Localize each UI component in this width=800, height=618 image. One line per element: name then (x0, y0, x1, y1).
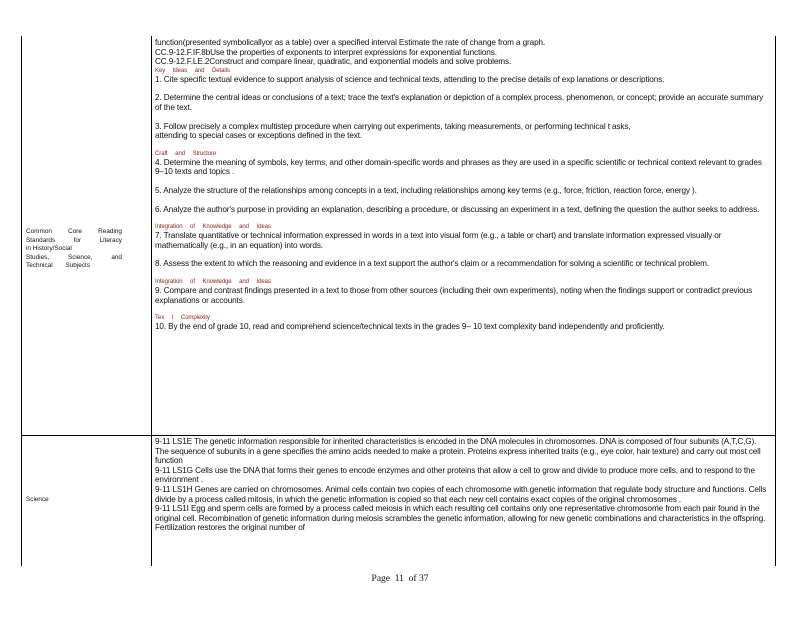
paragraph-gap (155, 196, 771, 205)
standard-text: 2. Determine the central ideas or conclusions of a text; trace the text's explanation or depiction of a complex process, phenomenon, or concept; provide an accurate summary of the text. (155, 93, 764, 112)
label-line: Standards for Literacy (26, 236, 122, 244)
page-footer (0, 574, 800, 584)
row-label-science: Science (26, 496, 49, 503)
standard-text: 9. Compare and contrast findings presented in a text to those from other sources (including their own experiments), noting when the findings support or contradict previous explanations or accounts. (155, 285, 753, 305)
label-line: Common Core Reading (26, 228, 122, 235)
page-number: 11 (394, 574, 404, 584)
paragraph-gap (155, 141, 771, 150)
section-heading: Craft and Structure (155, 149, 217, 157)
paragraph-gap (155, 305, 771, 314)
paragraph-gap (155, 113, 771, 122)
standard-text: 9-11 LS1H Genes are carried on chromosomes. Animal cells contain two copies of each chromosome with genetic information that regulate body structure and functions. Cells divide by a process called mitosis, in which the genetic information is copied so that each new cell contains exact copies of the original chromosomes . (155, 484, 767, 504)
standard-text: 9-11 LS1I Egg and sperm cells are formed by a process called meiosis in which each resulting cell contains only one representative chromosome from each pair found in the original cell. Recombination of genetic information during meiosis scrambles the genetic information, allowing for new genetic combinations and characteristics in the offspring. Fertilization restores the original number of (155, 504, 766, 533)
standards-content (155, 38, 771, 332)
standard-text: 8. Assess the extent to which the reasoning and evidence in a text support the author's claim or a recommendation for solving a scientific or technical problem. (155, 259, 709, 269)
table-left-border (21, 36, 22, 566)
section-heading: Integration of Knowledge and Ideas (155, 223, 271, 231)
row-divider (21, 435, 776, 436)
standard-text: function(presented symbolicallyor as a table) over a specified interval Estimate the rate of change from a graph. (155, 38, 546, 47)
standard-text: attending to special cases or exceptions defined in the text. (155, 131, 363, 141)
column-divider (151, 36, 152, 566)
standard-text: 4. Determine the meaning of symbols, key terms, and other domain-specific words and phrases as they are used in a specific scientific or technical context relevant to grades 9–10 texts and topics . (155, 157, 762, 177)
paragraph-gap (155, 250, 771, 259)
of-word: of (408, 574, 417, 584)
standard-text: CC.9-12.F.LE.2Construct and compare linear, quadratic, and exponential models and solve problems. (155, 57, 512, 67)
science-content (155, 437, 771, 533)
label-line: Studies, Science, and (26, 253, 122, 261)
standard-text: 3. Follow precisely a complex multistep procedure when carrying out experiments, taking measurements, or performing technical t asks, (155, 121, 631, 131)
standard-text: 5. Analyze the structure of the relationships among concepts in a text, including relationships among key terms (e.g., force, friction, reaction force, energy ). (155, 185, 697, 195)
label-line: in History/Social (26, 245, 72, 253)
section-heading: Tex t Complexity (155, 314, 210, 322)
table-right-border (775, 36, 776, 566)
total-pages: 37 (418, 574, 429, 584)
standard-text: 9-11 LS1E The genetic information responsible for inherited characteristics is encoded in the DNA molecules in chromosomes. DNA is composed of four subunits (A,T,C,G). The sequence of subunits in a gene specifies the amino acids needed to make a protein. Proteins express inherited traits (e.g., eye color, hair texture) and carry out most cell function (155, 437, 761, 466)
standard-text: 10. By the end of grade 10, read and comprehend science/technical texts in the grades 9– 10 text complexity band independently and proficiently. (155, 322, 665, 332)
paragraph-gap (155, 84, 771, 93)
standard-text: 9-11 LS1G Cells use the DNA that forms their genes to encode enzymes and other proteins that allow a cell to grow and divide to produce more cells, and to respond to the environment . (155, 465, 755, 485)
section-heading: Integration of Knowledge and Ideas (155, 277, 271, 285)
page-word: Page (371, 574, 390, 584)
standard-text: CC.9-12.F.IF.8bUse the properties of exponents to interpret expressions for exponential functions. (155, 47, 497, 57)
standard-text: 1. Cite specific textual evidence to support analysis of science and technical texts, attending to the precise details of exp lanations or descriptions. (155, 74, 665, 84)
section-heading: Key Ideas and Details (155, 66, 230, 74)
standard-text: 7. Translate quantitative or technical information expressed in words in a text into visual form (e.g., a table or chart) and translate information expressed visually or mathematically (e.g., in an equation) into words. (155, 231, 722, 250)
paragraph-gap (155, 214, 771, 223)
row-label-common-core (26, 228, 122, 271)
standard-text: 6. Analyze the author's purpose in providing an explanation, describing a procedure, or discussing an experiment in a text, defining the question the author seeks to address. (155, 204, 760, 214)
paragraph-gap (155, 177, 771, 186)
label-line: Technical Subjects (26, 262, 90, 270)
paragraph-gap (155, 269, 771, 278)
